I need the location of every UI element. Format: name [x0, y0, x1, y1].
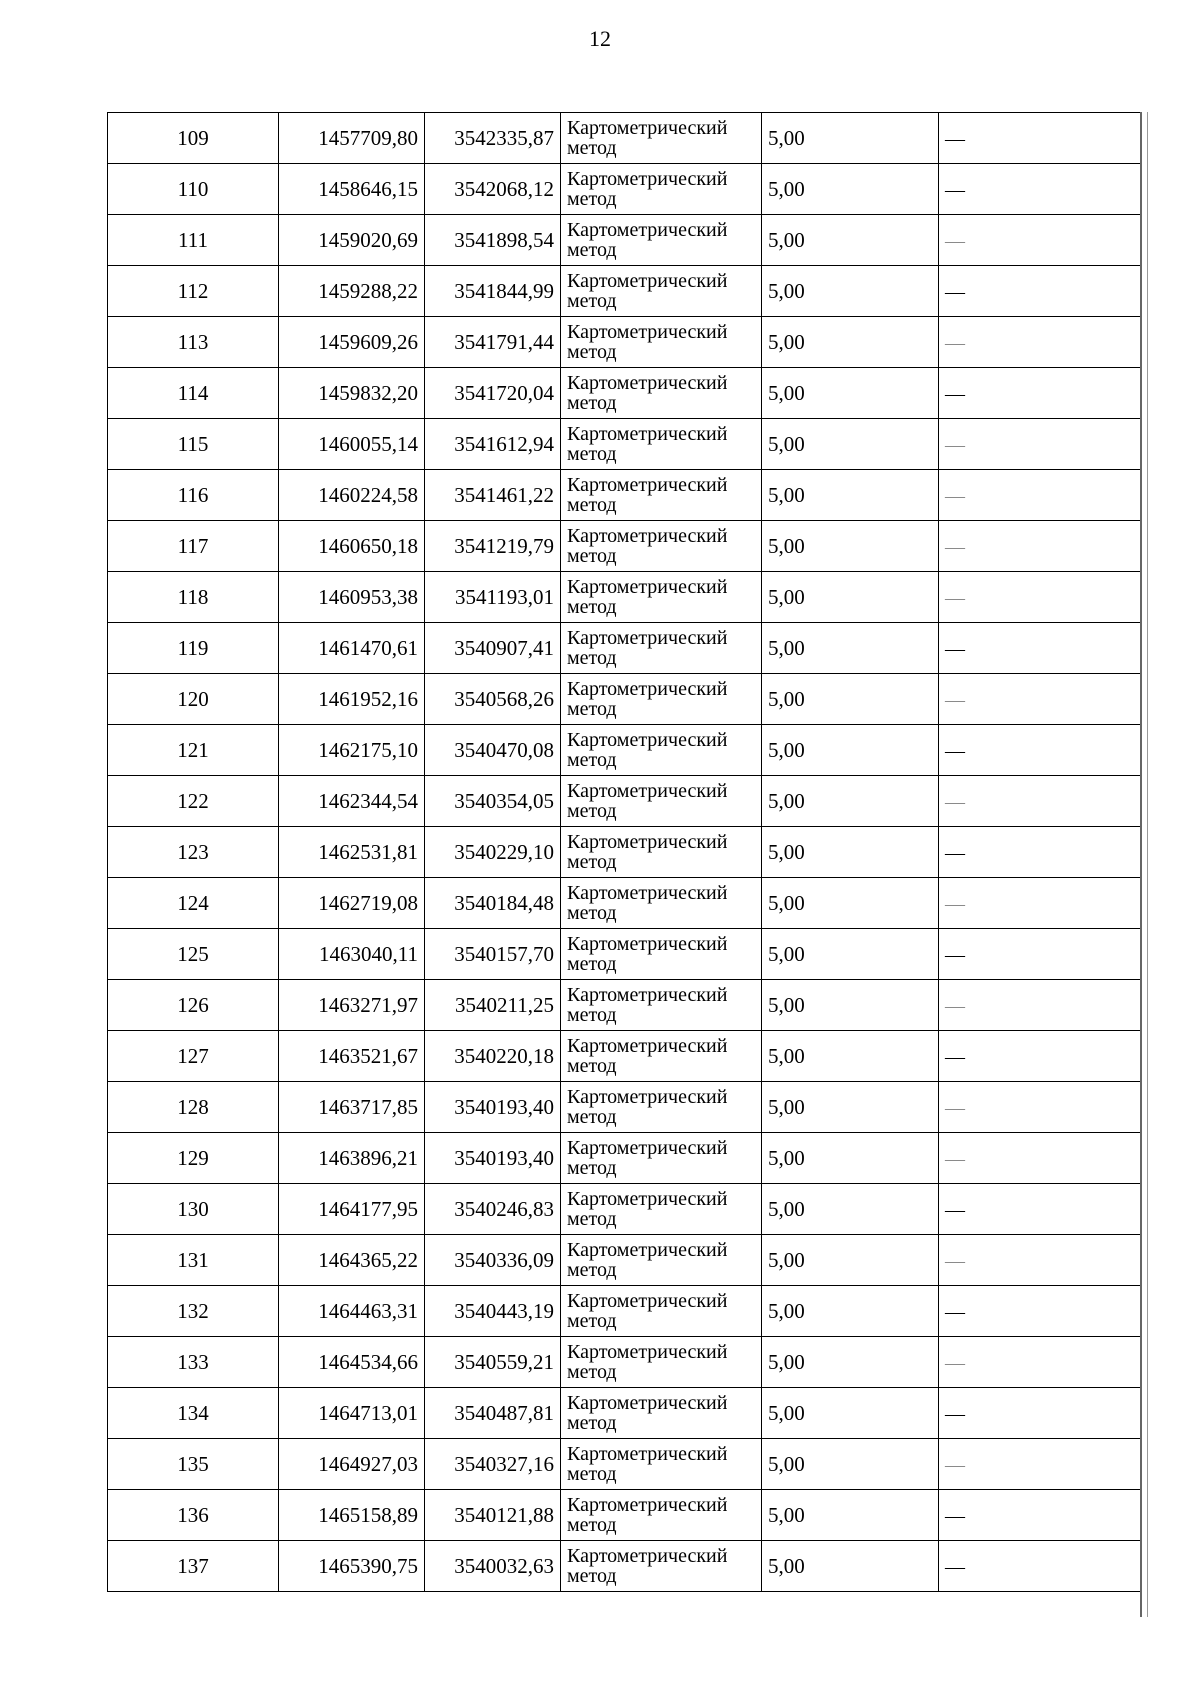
point-number-cell: 124 [108, 878, 279, 929]
dash-mark: — [945, 790, 965, 813]
method-line-1: Картометрический [567, 1392, 728, 1414]
method-cell [561, 1184, 762, 1235]
method-line-2: метод [567, 902, 617, 924]
y-coordinate-cell: 3541898,54 [425, 215, 561, 266]
method-line-2: метод [567, 1514, 617, 1536]
note-cell [939, 725, 1141, 776]
accuracy-cell: 5,00 [762, 1082, 939, 1133]
table-row [108, 419, 1141, 470]
method-line-1: Картометрический [567, 780, 728, 802]
point-number-cell: 125 [108, 929, 279, 980]
dash-mark: — [945, 1096, 965, 1119]
method-line-2: метод [567, 443, 617, 465]
note-cell [939, 827, 1141, 878]
point-number-cell: 127 [108, 1031, 279, 1082]
method-cell [561, 623, 762, 674]
dash-mark: — [945, 1351, 965, 1374]
accuracy-cell: 5,00 [762, 1490, 939, 1541]
point-number-cell: 133 [108, 1337, 279, 1388]
point-number-cell: 121 [108, 725, 279, 776]
method-cell [561, 419, 762, 470]
dash-mark: — [945, 739, 965, 762]
y-coordinate-cell: 3540568,26 [425, 674, 561, 725]
x-coordinate-cell: 1463717,85 [279, 1082, 425, 1133]
x-coordinate-cell: 1458646,15 [279, 164, 425, 215]
method-cell [561, 266, 762, 317]
method-line-1: Картометрический [567, 882, 728, 904]
method-cell [561, 1388, 762, 1439]
note-cell [939, 1388, 1141, 1439]
method-line-2: метод [567, 188, 617, 210]
table-row [108, 980, 1141, 1031]
method-line-2: метод [567, 647, 617, 669]
dash-mark: — [945, 1198, 965, 1221]
note-cell [939, 368, 1141, 419]
dash-mark: — [945, 1147, 965, 1170]
note-cell [939, 1490, 1141, 1541]
dash-mark: — [945, 1045, 965, 1068]
x-coordinate-cell: 1462175,10 [279, 725, 425, 776]
method-cell [561, 878, 762, 929]
method-line-1: Картометрический [567, 372, 728, 394]
page-number: 12 [589, 26, 611, 51]
method-cell [561, 1031, 762, 1082]
point-number-cell: 117 [108, 521, 279, 572]
point-number-cell: 132 [108, 1286, 279, 1337]
dash-mark: — [945, 433, 965, 456]
point-number-cell: 114 [108, 368, 279, 419]
point-number-cell: 116 [108, 470, 279, 521]
y-coordinate-cell: 3540327,16 [425, 1439, 561, 1490]
y-coordinate-cell: 3540032,63 [425, 1541, 561, 1592]
x-coordinate-cell: 1459609,26 [279, 317, 425, 368]
x-coordinate-cell: 1460224,58 [279, 470, 425, 521]
point-number-cell: 110 [108, 164, 279, 215]
method-cell [561, 1337, 762, 1388]
point-number-cell: 118 [108, 572, 279, 623]
method-line-1: Картометрический [567, 168, 728, 190]
x-coordinate-cell: 1459832,20 [279, 368, 425, 419]
method-line-1: Картометрический [567, 117, 728, 139]
method-cell [561, 1439, 762, 1490]
table-row [108, 521, 1141, 572]
x-coordinate-cell: 1465390,75 [279, 1541, 425, 1592]
table-row [108, 317, 1141, 368]
accuracy-cell: 5,00 [762, 572, 939, 623]
accuracy-cell: 5,00 [762, 419, 939, 470]
y-coordinate-cell: 3540121,88 [425, 1490, 561, 1541]
accuracy-cell: 5,00 [762, 1286, 939, 1337]
table-row [108, 929, 1141, 980]
table-row [108, 1388, 1141, 1439]
accuracy-cell: 5,00 [762, 980, 939, 1031]
accuracy-cell: 5,00 [762, 470, 939, 521]
method-cell [561, 368, 762, 419]
method-cell [561, 572, 762, 623]
y-coordinate-cell: 3541612,94 [425, 419, 561, 470]
dash-mark: — [945, 1453, 965, 1476]
method-cell [561, 1235, 762, 1286]
method-line-1: Картометрический [567, 1545, 728, 1567]
note-cell [939, 776, 1141, 827]
method-line-2: метод [567, 341, 617, 363]
page-right-border [1140, 112, 1148, 1617]
method-line-2: метод [567, 545, 617, 567]
table-row [108, 368, 1141, 419]
accuracy-cell: 5,00 [762, 776, 939, 827]
x-coordinate-cell: 1460650,18 [279, 521, 425, 572]
note-cell [939, 470, 1141, 521]
note-cell [939, 266, 1141, 317]
method-line-1: Картометрический [567, 1086, 728, 1108]
table-row [108, 113, 1141, 164]
accuracy-cell: 5,00 [762, 1184, 939, 1235]
method-line-1: Картометрический [567, 831, 728, 853]
table-row [108, 572, 1141, 623]
method-line-1: Картометрический [567, 1341, 728, 1363]
dash-mark: — [945, 1555, 965, 1578]
y-coordinate-cell: 3540220,18 [425, 1031, 561, 1082]
y-coordinate-cell: 3540354,05 [425, 776, 561, 827]
dash-mark: — [945, 1249, 965, 1272]
note-cell [939, 317, 1141, 368]
dash-mark: — [945, 1402, 965, 1425]
accuracy-cell: 5,00 [762, 1541, 939, 1592]
note-cell [939, 1337, 1141, 1388]
note-cell [939, 572, 1141, 623]
method-line-2: метод [567, 1412, 617, 1434]
x-coordinate-cell: 1463896,21 [279, 1133, 425, 1184]
y-coordinate-cell: 3540229,10 [425, 827, 561, 878]
dash-mark: — [945, 688, 965, 711]
y-coordinate-cell: 3540470,08 [425, 725, 561, 776]
point-number-cell: 130 [108, 1184, 279, 1235]
accuracy-cell: 5,00 [762, 827, 939, 878]
coordinates-table-wrapper [107, 112, 1140, 1592]
method-line-1: Картометрический [567, 984, 728, 1006]
point-number-cell: 128 [108, 1082, 279, 1133]
method-cell [561, 470, 762, 521]
method-line-1: Картометрический [567, 627, 728, 649]
y-coordinate-cell: 3540193,40 [425, 1133, 561, 1184]
point-number-cell: 112 [108, 266, 279, 317]
y-coordinate-cell: 3540487,81 [425, 1388, 561, 1439]
y-coordinate-cell: 3541193,01 [425, 572, 561, 623]
coordinates-table [107, 112, 1141, 1592]
dash-mark: — [945, 484, 965, 507]
x-coordinate-cell: 1464927,03 [279, 1439, 425, 1490]
method-line-2: метод [567, 596, 617, 618]
accuracy-cell: 5,00 [762, 266, 939, 317]
accuracy-cell: 5,00 [762, 1031, 939, 1082]
table-row [108, 674, 1141, 725]
point-number-cell: 122 [108, 776, 279, 827]
table-row [108, 1286, 1141, 1337]
accuracy-cell: 5,00 [762, 929, 939, 980]
method-cell [561, 776, 762, 827]
method-line-1: Картометрический [567, 1443, 728, 1465]
coordinates-table-body [108, 113, 1141, 1592]
method-cell [561, 1133, 762, 1184]
point-number-cell: 119 [108, 623, 279, 674]
note-cell [939, 1541, 1141, 1592]
x-coordinate-cell: 1463271,97 [279, 980, 425, 1031]
point-number-cell: 120 [108, 674, 279, 725]
accuracy-cell: 5,00 [762, 1133, 939, 1184]
table-row [108, 266, 1141, 317]
table-row [108, 1082, 1141, 1133]
note-cell [939, 1031, 1141, 1082]
note-cell [939, 419, 1141, 470]
table-row [108, 1439, 1141, 1490]
y-coordinate-cell: 3540443,19 [425, 1286, 561, 1337]
y-coordinate-cell: 3540336,09 [425, 1235, 561, 1286]
point-number-cell: 109 [108, 113, 279, 164]
x-coordinate-cell: 1461952,16 [279, 674, 425, 725]
method-line-1: Картометрический [567, 1290, 728, 1312]
accuracy-cell: 5,00 [762, 521, 939, 572]
point-number-cell: 123 [108, 827, 279, 878]
note-cell [939, 113, 1141, 164]
accuracy-cell: 5,00 [762, 1388, 939, 1439]
method-line-1: Картометрический [567, 321, 728, 343]
x-coordinate-cell: 1460055,14 [279, 419, 425, 470]
point-number-cell: 131 [108, 1235, 279, 1286]
note-cell [939, 929, 1141, 980]
table-row [108, 827, 1141, 878]
method-cell [561, 1541, 762, 1592]
method-line-2: метод [567, 1106, 617, 1128]
method-line-2: метод [567, 1565, 617, 1587]
method-line-1: Картометрический [567, 1137, 728, 1159]
note-cell [939, 215, 1141, 266]
y-coordinate-cell: 3542068,12 [425, 164, 561, 215]
method-cell [561, 827, 762, 878]
table-row [108, 470, 1141, 521]
y-coordinate-cell: 3540246,83 [425, 1184, 561, 1235]
y-coordinate-cell: 3540907,41 [425, 623, 561, 674]
method-line-1: Картометрический [567, 576, 728, 598]
y-coordinate-cell: 3541461,22 [425, 470, 561, 521]
table-row [108, 776, 1141, 827]
table-row [108, 1031, 1141, 1082]
note-cell [939, 1439, 1141, 1490]
method-cell [561, 1286, 762, 1337]
method-line-2: метод [567, 1208, 617, 1230]
point-number-cell: 135 [108, 1439, 279, 1490]
method-cell [561, 215, 762, 266]
y-coordinate-cell: 3542335,87 [425, 113, 561, 164]
note-cell [939, 164, 1141, 215]
method-line-1: Картометрический [567, 1035, 728, 1057]
note-cell [939, 1082, 1141, 1133]
note-cell [939, 1133, 1141, 1184]
method-line-1: Картометрический [567, 678, 728, 700]
dash-mark: — [945, 1300, 965, 1323]
y-coordinate-cell: 3541791,44 [425, 317, 561, 368]
method-line-1: Картометрический [567, 474, 728, 496]
method-cell [561, 980, 762, 1031]
accuracy-cell: 5,00 [762, 623, 939, 674]
x-coordinate-cell: 1457709,80 [279, 113, 425, 164]
method-line-2: метод [567, 749, 617, 771]
method-line-1: Картометрический [567, 270, 728, 292]
accuracy-cell: 5,00 [762, 1439, 939, 1490]
x-coordinate-cell: 1464463,31 [279, 1286, 425, 1337]
method-line-2: метод [567, 1004, 617, 1026]
table-row [108, 215, 1141, 266]
y-coordinate-cell: 3541844,99 [425, 266, 561, 317]
table-row [108, 1541, 1141, 1592]
method-line-2: метод [567, 851, 617, 873]
method-cell [561, 929, 762, 980]
note-cell [939, 980, 1141, 1031]
note-cell [939, 878, 1141, 929]
method-cell [561, 674, 762, 725]
point-number-cell: 129 [108, 1133, 279, 1184]
dash-mark: — [945, 943, 965, 966]
accuracy-cell: 5,00 [762, 1337, 939, 1388]
table-row [108, 878, 1141, 929]
x-coordinate-cell: 1462719,08 [279, 878, 425, 929]
x-coordinate-cell: 1463521,67 [279, 1031, 425, 1082]
dash-mark: — [945, 280, 965, 303]
method-line-2: метод [567, 494, 617, 516]
table-row [108, 1337, 1141, 1388]
point-number-cell: 115 [108, 419, 279, 470]
dash-mark: — [945, 382, 965, 405]
x-coordinate-cell: 1464713,01 [279, 1388, 425, 1439]
table-row [108, 1184, 1141, 1235]
dash-mark: — [945, 994, 965, 1017]
method-line-2: метод [567, 1310, 617, 1332]
method-line-1: Картометрический [567, 729, 728, 751]
table-row [108, 1133, 1141, 1184]
x-coordinate-cell: 1459020,69 [279, 215, 425, 266]
method-cell [561, 521, 762, 572]
method-line-2: метод [567, 1463, 617, 1485]
method-cell [561, 113, 762, 164]
method-line-2: метод [567, 698, 617, 720]
method-line-2: метод [567, 1055, 617, 1077]
x-coordinate-cell: 1463040,11 [279, 929, 425, 980]
x-coordinate-cell: 1464177,95 [279, 1184, 425, 1235]
method-line-2: метод [567, 1157, 617, 1179]
method-line-2: метод [567, 1361, 617, 1383]
dash-mark: — [945, 637, 965, 660]
method-cell [561, 317, 762, 368]
method-line-2: метод [567, 1259, 617, 1281]
table-row [108, 1490, 1141, 1541]
accuracy-cell: 5,00 [762, 215, 939, 266]
x-coordinate-cell: 1462344,54 [279, 776, 425, 827]
point-number-cell: 111 [108, 215, 279, 266]
y-coordinate-cell: 3540211,25 [425, 980, 561, 1031]
note-cell [939, 1184, 1141, 1235]
point-number-cell: 136 [108, 1490, 279, 1541]
method-line-1: Картометрический [567, 1494, 728, 1516]
dash-mark: — [945, 1504, 965, 1527]
point-number-cell: 137 [108, 1541, 279, 1592]
note-cell [939, 1286, 1141, 1337]
x-coordinate-cell: 1459288,22 [279, 266, 425, 317]
method-line-1: Картометрический [567, 1239, 728, 1261]
table-row [108, 164, 1141, 215]
method-line-2: метод [567, 137, 617, 159]
y-coordinate-cell: 3540559,21 [425, 1337, 561, 1388]
y-coordinate-cell: 3540193,40 [425, 1082, 561, 1133]
method-line-1: Картометрический [567, 1188, 728, 1210]
y-coordinate-cell: 3541219,79 [425, 521, 561, 572]
point-number-cell: 113 [108, 317, 279, 368]
method-cell [561, 1490, 762, 1541]
method-line-2: метод [567, 239, 617, 261]
dash-mark: — [945, 586, 965, 609]
x-coordinate-cell: 1464534,66 [279, 1337, 425, 1388]
table-row [108, 1235, 1141, 1286]
point-number-cell: 134 [108, 1388, 279, 1439]
method-line-1: Картометрический [567, 525, 728, 547]
x-coordinate-cell: 1460953,38 [279, 572, 425, 623]
method-line-1: Картометрический [567, 219, 728, 241]
accuracy-cell: 5,00 [762, 368, 939, 419]
method-line-2: метод [567, 392, 617, 414]
x-coordinate-cell: 1464365,22 [279, 1235, 425, 1286]
accuracy-cell: 5,00 [762, 317, 939, 368]
y-coordinate-cell: 3540184,48 [425, 878, 561, 929]
method-line-2: метод [567, 953, 617, 975]
method-line-2: метод [567, 290, 617, 312]
point-number-cell: 126 [108, 980, 279, 1031]
accuracy-cell: 5,00 [762, 878, 939, 929]
dash-mark: — [945, 331, 965, 354]
method-line-1: Картометрический [567, 933, 728, 955]
note-cell [939, 1235, 1141, 1286]
note-cell [939, 623, 1141, 674]
x-coordinate-cell: 1461470,61 [279, 623, 425, 674]
accuracy-cell: 5,00 [762, 725, 939, 776]
note-cell [939, 521, 1141, 572]
x-coordinate-cell: 1462531,81 [279, 827, 425, 878]
accuracy-cell: 5,00 [762, 113, 939, 164]
dash-mark: — [945, 841, 965, 864]
method-cell [561, 1082, 762, 1133]
table-row [108, 623, 1141, 674]
method-cell [561, 164, 762, 215]
y-coordinate-cell: 3540157,70 [425, 929, 561, 980]
y-coordinate-cell: 3541720,04 [425, 368, 561, 419]
method-line-1: Картометрический [567, 423, 728, 445]
note-cell [939, 674, 1141, 725]
table-row [108, 725, 1141, 776]
dash-mark: — [945, 229, 965, 252]
method-cell [561, 725, 762, 776]
method-line-2: метод [567, 800, 617, 822]
accuracy-cell: 5,00 [762, 164, 939, 215]
dash-mark: — [945, 178, 965, 201]
dash-mark: — [945, 535, 965, 558]
accuracy-cell: 5,00 [762, 1235, 939, 1286]
accuracy-cell: 5,00 [762, 674, 939, 725]
dash-mark: — [945, 892, 965, 915]
x-coordinate-cell: 1465158,89 [279, 1490, 425, 1541]
dash-mark: — [945, 127, 965, 150]
